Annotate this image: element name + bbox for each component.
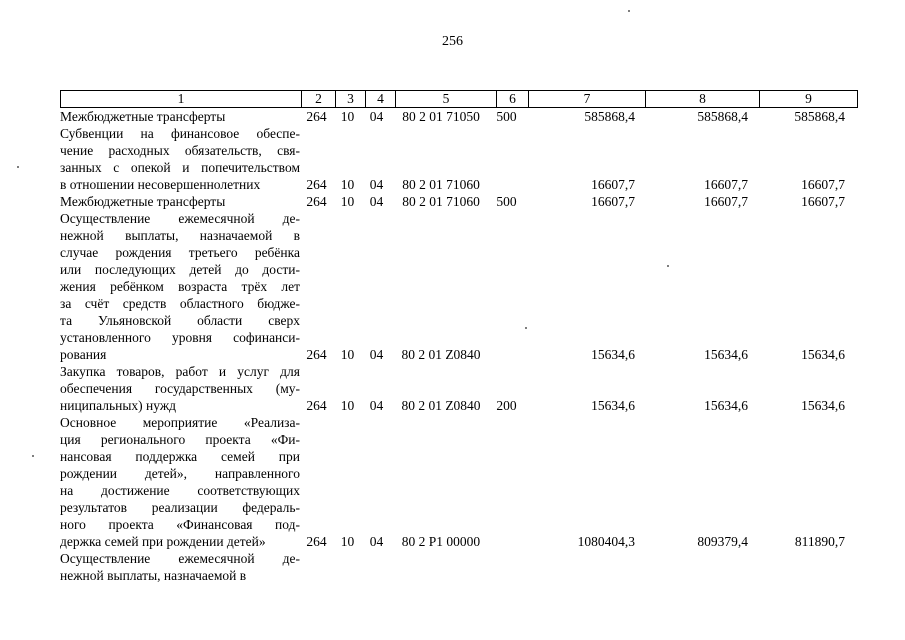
column-header-row [60,90,858,108]
cell-c7: 15634,6 [591,347,635,362]
cell-c9: 16607,7 [801,177,845,192]
cell-c8: 585868,4 [697,109,748,124]
table-row [60,210,848,363]
cell-c6 [491,125,522,193]
cell-c8: 16607,7 [704,194,748,209]
cell-c8: 16607,7 [704,177,748,192]
row-name-line: в отношении несовершеннолетних [60,177,261,192]
row-name-line: нансовая поддержка семей при [60,449,300,464]
row-name-line: держка семей при рождении детей» [60,534,266,549]
cell-c9 [751,550,848,584]
cell-c3: 10 [340,398,355,413]
cell-c4: 04 [369,347,384,362]
scan-speck [32,455,34,457]
cell-c5: 80 2 P1 00000 [401,534,481,549]
cell-c8: 15634,6 [704,398,748,413]
cell-c3: 10 [340,177,355,192]
row-name-line: Основное мероприятие «Реализа- [60,415,300,430]
row-name-line: ного проекта «Финансовая под- [60,517,300,532]
row-name-line: случае рождения третьего ребёнка [60,245,300,260]
row-name [60,210,300,363]
row-name [60,125,300,193]
row-name-line: рования [60,347,107,362]
cell-c4 [362,550,391,584]
cell-c5: 80 2 01 71050 [402,109,480,124]
row-name-line: Межбюджетные трансферты [60,109,226,124]
cell-c4: 04 [369,398,384,413]
budget-table [60,108,848,584]
column-header-3: 3 [336,91,366,108]
cell-c6: 200 [496,398,517,413]
cell-c4: 04 [369,109,384,124]
cell-c7: 15634,6 [591,398,635,413]
row-name-line: результатов реализации федераль- [60,500,300,515]
cell-c5: 80 2 01 Z0840 [401,398,481,413]
cell-c8: 15634,6 [704,347,748,362]
row-name-line: установленного уровня софинанси- [60,330,300,345]
cell-c5: 80 2 01 Z0840 [401,347,481,362]
cell-c6: 500 [496,194,517,209]
cell-c2: 264 [306,347,327,362]
row-name-line: нежной выплаты, назначаемой в [60,228,300,243]
cell-c8 [638,550,751,584]
scan-speck [628,10,630,12]
table-row [60,550,848,584]
row-name-line: Закупка товаров, работ и услуг для [60,364,300,379]
row-name-line: Осуществление ежемесячной де- [60,551,300,566]
cell-c3 [333,550,362,584]
cell-c2 [300,550,333,584]
table-row [60,363,848,414]
scan-speck [667,265,669,267]
scan-speck [525,327,527,329]
cell-c2: 264 [306,534,327,549]
cell-c6 [491,210,522,363]
cell-c7: 16607,7 [591,194,635,209]
column-header-9: 9 [760,91,858,108]
row-name [60,550,300,584]
cell-c7: 585868,4 [584,109,635,124]
row-name-line: нежной выплаты, назначаемой в [60,568,247,583]
cell-c4: 04 [369,534,384,549]
row-name-line: ция регионального проекта «Фи- [60,432,300,447]
row-name-line: Межбюджетные трансферты [60,194,226,209]
table-row [60,193,848,210]
cell-c6: 500 [496,109,517,124]
row-name-line: за счёт средств областного бюдже- [60,296,300,311]
cell-c3: 10 [340,347,355,362]
cell-c5: 80 2 01 71060 [402,194,480,209]
cell-c9: 15634,6 [801,347,845,362]
column-header-2: 2 [302,91,336,108]
cell-c7: 16607,7 [591,177,635,192]
row-name-line: занных с опекой и попечительством [60,160,300,175]
cell-c9: 15634,6 [801,398,845,413]
row-name-line: Субвенции на финансовое обеспе- [60,126,300,141]
column-header-4: 4 [366,91,396,108]
cell-c8: 809379,4 [697,534,748,549]
cell-c6 [491,414,522,550]
column-header-5: 5 [396,91,497,108]
cell-c9: 811890,7 [794,534,845,549]
cell-c3: 10 [340,534,355,549]
cell-c2: 264 [306,398,327,413]
column-header-8: 8 [646,91,760,108]
row-name [60,414,300,550]
column-header-1: 1 [61,91,302,108]
table-row [60,108,848,125]
row-name-line: или последующих детей до дости- [60,262,300,277]
scan-speck [17,166,19,168]
row-name-line: обеспечения государственных (му- [60,381,300,396]
row-name [60,363,300,414]
row-name-line: жения ребёнком возраста трёх лет [60,279,300,294]
cell-c3: 10 [340,194,355,209]
row-name-line: на достижение соответствующих [60,483,300,498]
cell-c6 [491,550,522,584]
row-name [60,108,300,125]
cell-c2: 264 [306,194,327,209]
cell-c4: 04 [369,177,384,192]
cell-c7 [522,550,638,584]
cell-c5: 80 2 01 71060 [402,177,480,192]
row-name-line: Осуществление ежемесячной де- [60,211,300,226]
row-name-line: та Ульяновской области сверх [60,313,300,328]
cell-c9: 585868,4 [794,109,845,124]
column-header-7: 7 [529,91,646,108]
row-name-line: ниципальных) нужд [60,398,177,413]
table-row [60,414,848,550]
cell-c9: 16607,7 [801,194,845,209]
page-number: 256 [442,34,463,49]
cell-c5 [391,550,491,584]
cell-c3: 10 [340,109,355,124]
row-name-line: рождении детей», направленного [60,466,300,481]
cell-c2: 264 [306,109,327,124]
row-name-line: чение расходных обязательств, свя- [60,143,300,158]
table-row [60,125,848,193]
row-name [60,193,300,210]
cell-c7: 1080404,3 [577,534,635,549]
cell-c2: 264 [306,177,327,192]
cell-c4: 04 [369,194,384,209]
column-header-6: 6 [497,91,529,108]
